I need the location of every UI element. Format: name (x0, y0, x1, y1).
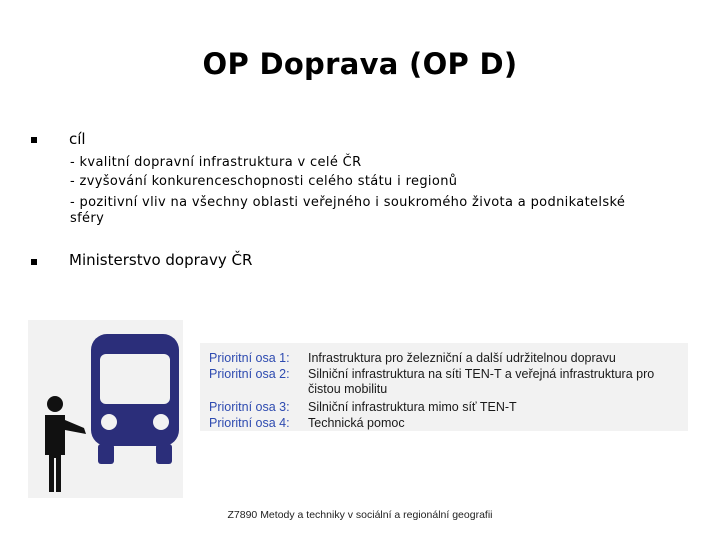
goal-line-2: - zvyšování konkurenceschopnosti celého státu i regionů (70, 174, 458, 189)
goal-line-3: - pozitivní vliv na všechny oblasti veřejného i soukromého života a podnikatelské (70, 195, 626, 210)
priority-axis-label: Prioritní osa 4: (209, 416, 290, 430)
goal-line-3-continued: sféry (70, 211, 105, 226)
priority-axis-label: Prioritní osa 2: (209, 367, 290, 381)
priority-axis-label: Prioritní osa 1: (209, 351, 290, 365)
goal-line-1: - kvalitní dopravní infrastruktura v celé ČR (70, 155, 362, 170)
slide-title: OP Doprava (OP D) (202, 47, 518, 81)
bullet-marker (31, 259, 37, 265)
priority-axis-text: Infrastruktura pro železniční a další udržitelnou dopravu (308, 351, 616, 365)
priority-axis-text: Technická pomoc (308, 416, 405, 430)
priority-axis-text: Silniční infrastruktura na síti TEN-T a veřejná infrastruktura pro čistou mobilitu (308, 367, 655, 396)
bullet-marker (31, 137, 37, 143)
priority-axis-text: Silniční infrastruktura mimo síť TEN-T (308, 400, 517, 414)
slide-footer: Z7890 Metody a techniky v sociální a regionální geografii (227, 509, 493, 521)
bus-stop-illustration (28, 320, 183, 498)
bullet-heading-ministry: Ministerstvo dopravy ČR (69, 251, 253, 269)
priority-axis-label: Prioritní osa 3: (209, 400, 290, 414)
bullet-heading-goal: cíl (69, 130, 86, 148)
bus-stop-icon (28, 320, 183, 498)
